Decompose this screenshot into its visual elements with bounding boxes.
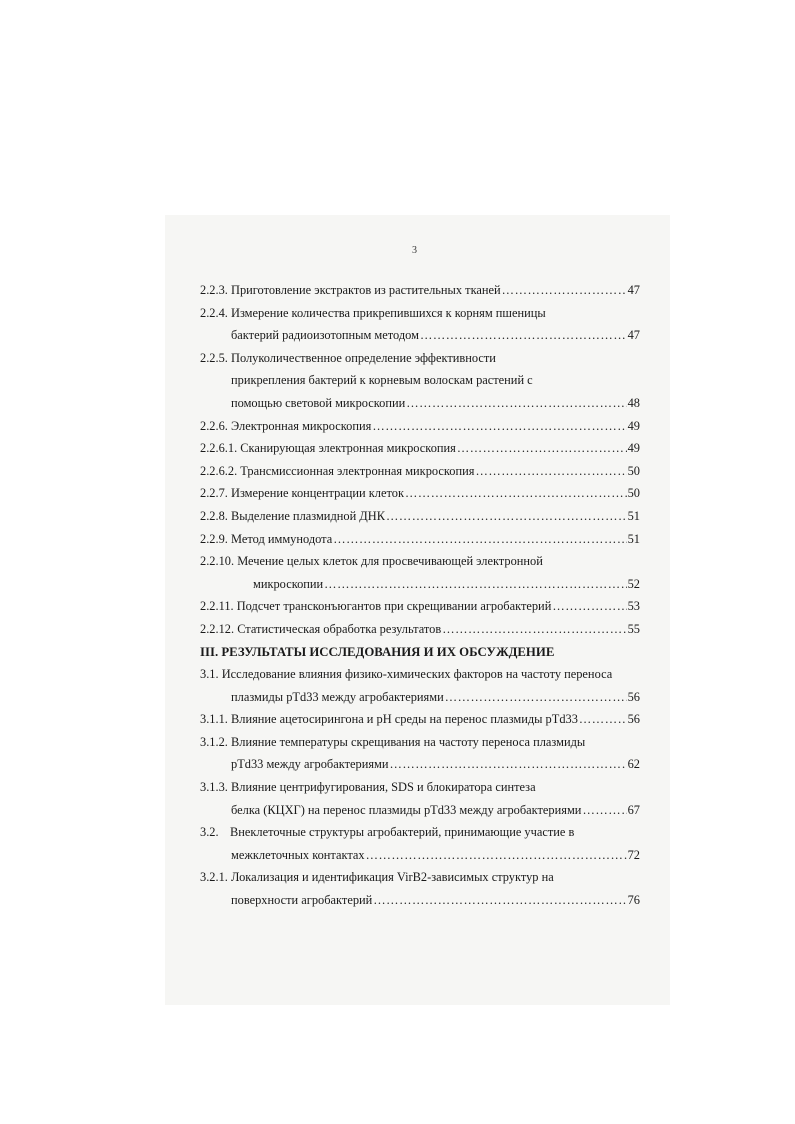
toc-entry-page: 47 xyxy=(627,283,640,297)
toc-entry-continuation xyxy=(200,324,640,347)
toc-leader-dots xyxy=(373,889,626,912)
toc-entry-number: 3.1.1. xyxy=(200,712,228,727)
toc-entry-title: Полуколичественное определение эффективности xyxy=(231,350,496,365)
toc-leader-dots xyxy=(420,324,627,347)
toc-entry-page: 47 xyxy=(627,328,640,343)
table-of-contents xyxy=(200,279,640,912)
toc-entry-title: Локализация и идентификация VirB2-зависимых структур на xyxy=(231,870,554,885)
toc-entry-title: Измерение количества прикрепившихся к корням пшеницы xyxy=(231,305,546,320)
toc-leader-dots xyxy=(579,708,627,731)
toc-entry xyxy=(200,437,640,460)
toc-entry-page: 55 xyxy=(627,621,640,636)
toc-entry-title: Влияние температуры скрещивания на частоту переноса плазмиды xyxy=(231,734,586,749)
toc-leader-dots xyxy=(324,573,626,596)
toc-leader-dots xyxy=(405,482,627,505)
toc-entry xyxy=(200,731,640,754)
toc-leader-dots xyxy=(475,460,626,483)
toc-entry-number: 3.1.3. xyxy=(200,780,228,795)
toc-entry-title: белка (КЦХГ) на перенос плазмиды pTd33 между агробактериями xyxy=(231,802,582,817)
toc-leader-dots xyxy=(445,686,627,709)
toc-entry xyxy=(200,279,640,302)
toc-entry-number: 3.2. xyxy=(200,825,219,840)
toc-entry-continuation xyxy=(200,844,640,867)
toc-entry-page: 48 xyxy=(627,395,640,410)
toc-entry xyxy=(200,550,640,573)
toc-entry-page: 62 xyxy=(627,757,640,772)
toc-entry-page: 51 xyxy=(627,508,640,523)
toc-entry-continuation xyxy=(200,753,640,776)
toc-entry-continuation xyxy=(200,573,640,596)
toc-entry xyxy=(200,347,640,370)
toc-leader-dots xyxy=(366,844,627,867)
toc-entry-title: Влияние ацетосирингона и pH среды на перенос плазмиды pTd33 xyxy=(231,712,578,727)
toc-entry-title: Подсчет трансконъюгантов при скрещивании агробактерий xyxy=(236,599,552,614)
toc-entry-title: Электронная микроскопия xyxy=(231,418,372,433)
toc-entry-page: 49 xyxy=(627,418,640,433)
toc-entry-title: помощью световой микроскопии xyxy=(231,395,406,410)
toc-leader-dots xyxy=(406,392,626,415)
toc-leader-dots xyxy=(552,595,626,618)
toc-entry-title: Исследование влияния физико-химических факторов на частоту переноса xyxy=(221,667,613,682)
toc-entry-number: 2.2.6. xyxy=(200,418,228,433)
toc-entry xyxy=(200,663,640,686)
toc-entry-title: Выделение плазмидной ДНК xyxy=(231,508,385,523)
toc-entry-page: 49 xyxy=(627,441,640,456)
toc-entry-number: 3.1. xyxy=(200,667,219,682)
toc-entry-number: 2.2.3. xyxy=(200,283,228,297)
section-heading-text: III. РЕЗУЛЬТАТЫ ИССЛЕДОВАНИЯ И ИХ ОБСУЖДЕНИЕ xyxy=(200,644,555,659)
toc-entry-title: Влияние центрифугирования, SDS и блокиратора синтеза xyxy=(231,780,536,795)
toc-entry xyxy=(200,618,640,641)
toc-entry-number: 2.2.12. xyxy=(200,621,235,636)
toc-leader-dots xyxy=(457,437,627,460)
toc-entry-number: 2.2.10. xyxy=(200,554,235,569)
toc-entry-number: 2.2.9. xyxy=(200,531,228,546)
toc-entry-page: 76 xyxy=(627,893,640,908)
toc-entry-continuation xyxy=(200,686,640,709)
toc-entry-number: 2.2.11. xyxy=(200,599,234,614)
toc-entry-number: 2.2.7. xyxy=(200,486,228,501)
toc-entry-number: 2.2.6.1. xyxy=(200,441,238,456)
toc-entry xyxy=(200,866,640,889)
toc-entry-title: микроскопии xyxy=(253,576,324,591)
toc-entry-number: 3.1.2. xyxy=(200,734,228,749)
toc-entry xyxy=(200,302,640,325)
toc-entry-title: Измерение концентрации клеток xyxy=(231,486,404,501)
toc-entry-title: Трансмиссионная электронная микроскопия xyxy=(240,463,475,478)
toc-entry xyxy=(200,482,640,505)
toc-leader-dots xyxy=(582,799,626,822)
toc-entry-page: 50 xyxy=(627,486,640,501)
toc-entry-page: 72 xyxy=(627,847,640,862)
page-number: 3 xyxy=(412,245,417,256)
toc-entry-title: Приготовление экстрактов из растительных тканей xyxy=(231,283,501,297)
toc-leader-dots xyxy=(390,753,627,776)
toc-entry xyxy=(200,708,640,731)
toc-entry-title: поверхности агробактерий xyxy=(231,893,373,908)
toc-entry-number: 2.2.6.2. xyxy=(200,463,238,478)
toc-entry-page: 52 xyxy=(627,576,640,591)
toc-entry-title: Статистическая обработка результатов xyxy=(237,621,442,636)
toc-entry-number: 2.2.8. xyxy=(200,508,228,523)
toc-entry-title: pTd33 между агробактериями xyxy=(231,757,389,772)
toc-entry xyxy=(200,595,640,618)
toc-leader-dots xyxy=(442,618,626,641)
toc-entry-title: плазмиды pTd33 между агробактериями xyxy=(231,689,444,704)
toc-entry-continuation xyxy=(200,369,640,392)
toc-entry-page: 56 xyxy=(627,689,640,704)
toc-leader-dots xyxy=(372,415,626,438)
toc-entry-number: 3.2.1. xyxy=(200,870,228,885)
toc-entry-page: 50 xyxy=(627,463,640,478)
toc-entry-title: бактерий радиоизотопным методом xyxy=(231,328,419,343)
toc-entry xyxy=(200,528,640,551)
toc-entry xyxy=(200,415,640,438)
toc-leader-dots xyxy=(502,279,627,302)
toc-entry-title: межклеточных контактах xyxy=(231,847,365,862)
toc-entry-page: 51 xyxy=(627,531,640,546)
toc-entry-number: 2.2.4. xyxy=(200,305,228,320)
toc-leader-dots xyxy=(386,505,627,528)
toc-entry-continuation xyxy=(200,392,640,415)
toc-entry-title: Внеклеточные структуры агробактерий, принимающие участие в xyxy=(230,825,575,840)
toc-entry xyxy=(200,460,640,483)
toc-entry-page: 56 xyxy=(627,712,640,727)
section-heading xyxy=(200,641,640,664)
toc-entry-title: прикрепления бактерий к корневым волоскам растений с xyxy=(231,373,533,388)
toc-leader-dots xyxy=(333,528,626,551)
toc-entry-title: Мечение целых клеток для просвечивающей электронной xyxy=(237,554,543,569)
toc-entry xyxy=(200,821,640,844)
toc-entry-page: 53 xyxy=(627,599,640,614)
toc-entry-title: Метод иммунодота xyxy=(231,531,333,546)
toc-entry-page: 67 xyxy=(627,802,640,817)
toc-entry xyxy=(200,776,640,799)
toc-entry-continuation xyxy=(200,889,640,912)
toc-entry-number: 2.2.5. xyxy=(200,350,228,365)
toc-entry-continuation xyxy=(200,799,640,822)
toc-entry-title: Сканирующая электронная микроскопия xyxy=(240,441,456,456)
toc-entry xyxy=(200,505,640,528)
